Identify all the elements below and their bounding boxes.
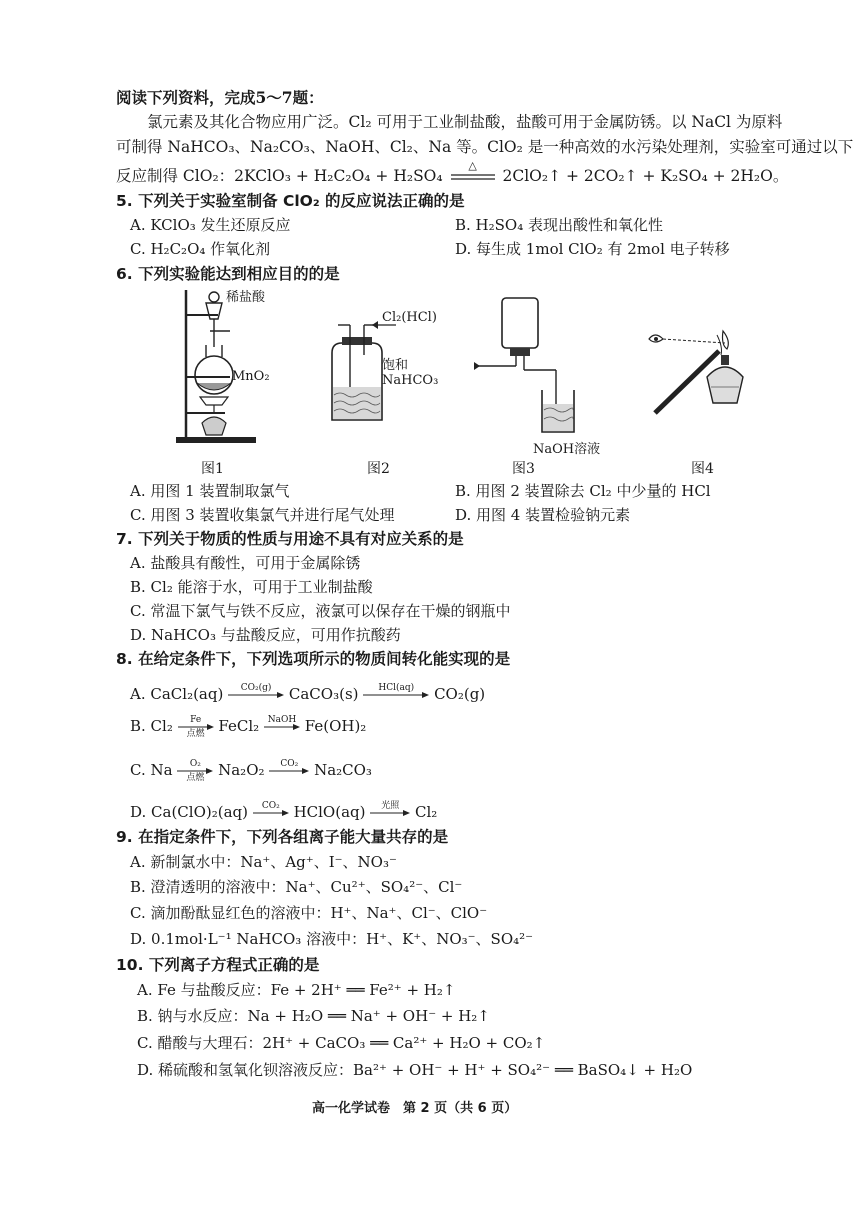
intro-paragraph-line3 [116, 159, 789, 186]
heat-symbol: △ [468, 159, 477, 172]
q9-option-c: C. 滴加酚酞显红色的溶液中：H⁺、Na⁺、Cl⁻、ClO⁻ [130, 904, 488, 922]
fig4-caption: 图4 [691, 461, 714, 477]
q8c-arrow1: O₂ 点燃 [177, 766, 213, 776]
fig2-label-gas: Cl₂(HCl) [382, 310, 437, 325]
q8-stem: 8. 在给定条件下，下列选项所示的物质间转化能实现的是 [116, 650, 511, 668]
q8-option-d: D. Ca(ClO)₂(aq) CO₂ HClO(aq) 光照 Cl₂ [130, 801, 438, 821]
reaction-products: 2ClO₂↑ + 2CO₂↑ + K₂SO₄ + 2H₂O。 [502, 167, 789, 185]
q8a-arrow2: HCl(aq) [363, 690, 429, 700]
q10-option-c: C. 醋酸与大理石：2H⁺ + CaCO₃ ══ Ca²⁺ + H₂O + CO₂↑ [137, 1034, 546, 1052]
fig2-label-saturated: 饱和 [382, 358, 409, 373]
intro-paragraph-line1: 氯元素及其化合物应用广泛。Cl₂ 可用于工业制盐酸，盐酸可用于金属防锈。以 NaCl 为原料 [147, 113, 783, 131]
figure3-collection-and-absorption [468, 292, 578, 437]
q7-option-b: B. Cl₂ 能溶于水，可用于工业制盐酸 [130, 578, 373, 596]
q7-option-d: D. NaHCO₃ 与盐酸反应，可用作抗酸药 [130, 626, 401, 644]
figure4-flame-test [645, 325, 745, 425]
q7-option-a: A. 盐酸具有酸性，可用于金属除锈 [130, 554, 361, 572]
fig1-label-mno2: MnO₂ [232, 369, 270, 384]
fig3-caption: 图3 [512, 461, 535, 477]
q7-option-c: C. 常温下氯气与铁不反应，液氯可以保存在干燥的钢瓶中 [130, 602, 511, 620]
q8-option-a: A. CaCl₂(aq) CO₂(g) CaCO₃(s) HCl(aq) CO₂(g) [130, 683, 486, 703]
fig3-label-naoh: NaOH溶液 [533, 442, 601, 457]
q8b-arrow1: Fe 点燃 [178, 722, 214, 732]
q9-stem: 9. 在指定条件下，下列各组离子能大量共存的是 [116, 828, 449, 846]
q8d-arrow1: CO₂ [253, 808, 289, 818]
intro-heading: 阅读下列资料，完成5～7题： [116, 88, 324, 107]
fig1-caption: 图1 [201, 461, 224, 477]
q6-stem: 6. 下列实验能达到相应目的的是 [116, 265, 340, 283]
q5-option-a: A. KClO₃ 发生还原反应 [130, 216, 291, 234]
q9-option-d: D. 0.1mol·L⁻¹ NaHCO₃ 溶液中：H⁺、K⁺、NO₃⁻、SO₄²⁻ [130, 930, 534, 948]
reaction-equals-heat [451, 159, 495, 184]
q9-option-a: A. 新制氯水中：Na⁺、Ag⁺、I⁻、NO₃⁻ [130, 853, 397, 871]
q5-option-b: B. H₂SO₄ 表现出酸性和氧化性 [455, 216, 664, 234]
q6-option-a: A. 用图 1 装置制取氯气 [130, 482, 290, 500]
q9-option-b: B. 澄清透明的溶液中：Na⁺、Cu²⁺、SO₄²⁻、Cl⁻ [130, 878, 463, 896]
q10-option-d: D. 稀硫酸和氢氧化钡溶液反应：Ba²⁺ + OH⁻ + H⁺ + SO₄²⁻ ══ BaSO₄↓ + H₂O [137, 1061, 693, 1079]
q6-option-c: C. 用图 3 装置收集氯气并进行尾气处理 [130, 506, 395, 524]
q8-option-b: B. Cl₂ Fe 点燃 FeCl₂ NaOH Fe(OH)₂ [130, 715, 367, 739]
intro-paragraph-line2: 可制得 NaHCO₃、Na₂CO₃、NaOH、Cl₂、Na 等。ClO₂ 是一种高效的水污染处理剂，实验室可通过以下 [116, 138, 854, 156]
q8a-arrow1: CO₂(g) [228, 690, 284, 700]
q5-stem: 5. 下列关于实验室制备 ClO₂ 的反应说法正确的是 [116, 192, 465, 210]
fig2-label-nahco3: NaHCO₃ [382, 373, 439, 388]
reaction-reactants: 反应制得 ClO₂：2KClO₃ + H₂C₂O₄ + H₂SO₄ [116, 167, 443, 185]
q8d-arrow2: 光照 [370, 808, 410, 818]
q8-option-c: C. Na O₂ 点燃 Na₂O₂ CO₂ Na₂CO₃ [130, 759, 372, 783]
fig2-caption: 图2 [367, 461, 390, 477]
q10-stem: 10. 下列离子方程式正确的是 [116, 956, 320, 974]
q7-stem: 7. 下列关于物质的性质与用途不具有对应关系的是 [116, 530, 464, 548]
q5-option-c: C. H₂C₂O₄ 作氧化剂 [130, 240, 271, 258]
q5-option-d: D. 每生成 1mol ClO₂ 有 2mol 电子转移 [455, 240, 730, 258]
q6-option-d: D. 用图 4 装置检验钠元素 [455, 506, 631, 524]
q6-option-b: B. 用图 2 装置除去 Cl₂ 中少量的 HCl [455, 482, 711, 500]
q8c-arrow2: CO₂ [269, 766, 309, 776]
page-footer: 高一化学试卷 第 2 页（共 6 页） [312, 1101, 518, 1116]
fig1-label-dilute-hcl: 稀盐酸 [226, 290, 266, 305]
q10-option-a: A. Fe 与盐酸反应：Fe + 2H⁺ ══ Fe²⁺ + H₂↑ [137, 981, 456, 999]
q10-option-b: B. 钠与水反应：Na + H₂O ══ Na⁺ + OH⁻ + H₂↑ [137, 1007, 490, 1025]
q8b-arrow2: NaOH [264, 722, 300, 732]
